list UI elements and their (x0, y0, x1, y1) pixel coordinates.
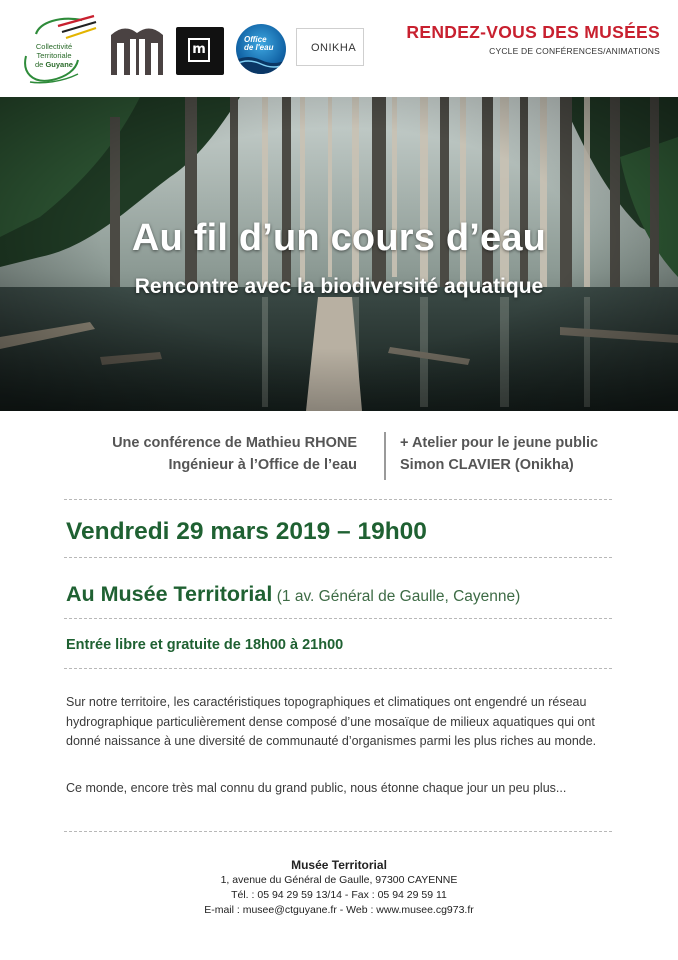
speaker-role-line: Ingénieur à l’Office de l’eau (168, 457, 357, 473)
speakers-divider (384, 432, 386, 480)
workshop-speaker (400, 432, 670, 476)
hero-subtitle: Rencontre avec la biodiversité aquatique (134, 275, 544, 298)
office-de-leau-text (244, 36, 278, 52)
event-venue (66, 582, 520, 607)
footer-contact (150, 857, 528, 918)
dashed-divider (64, 499, 612, 500)
ctg-logo-line1: Collectivité (35, 42, 73, 51)
footer-phone: Tél. : 05 94 29 59 13/14 - Fax : 05 94 29 59 11 (231, 889, 447, 901)
museum-building-logo (111, 25, 163, 75)
dashed-divider (64, 557, 612, 558)
venue-address: (1 av. Général de Gaulle, Cayenne) (276, 588, 521, 605)
dashed-divider (64, 831, 612, 832)
description-paragraph-1: Sur notre territoire, les caractéristiques topographiques et climatiques ont engendré un réseau hydrographique particulièrement dense composé d’une mosaïque de milieux aquatiques qui ont donné naissance à une diversité de communauté d’organismes parmi les plus riches au monde. (66, 695, 597, 748)
m-logo (176, 27, 224, 75)
event-date: Vendredi 29 mars 2019 – 19h00 (66, 518, 427, 545)
venue-name: Au Musée Territorial (66, 582, 273, 606)
header (0, 0, 678, 96)
ctg-logo (22, 12, 102, 86)
office-de-leau-logo (236, 24, 286, 74)
footer-address: 1, avenue du Général de Gaulle, 97300 CAYENNE (220, 874, 458, 886)
ctg-logo-line3: de (35, 60, 44, 69)
museum-building-icon (111, 25, 163, 75)
hero-forest-image (0, 97, 678, 411)
hero-title: Au fil d’un cours d’eau (131, 217, 547, 259)
conference-line: Une conférence de Mathieu RHONE (112, 435, 357, 451)
ctg-logo-text (24, 42, 84, 69)
workshop-line: + Atelier pour le jeune public (400, 435, 599, 451)
dashed-divider (64, 668, 612, 669)
m-logo-text: m (188, 38, 210, 62)
speakers-block (0, 432, 678, 482)
dashed-divider (64, 618, 612, 619)
footer-contact-links[interactable]: E-mail : musee@ctguyane.fr - Web : www.musee.cg973.fr (204, 904, 474, 916)
entry-info: Entrée libre et gratuite de 18h00 à 21h00 (66, 637, 344, 653)
ctg-logo-line4: Guyane (45, 60, 73, 69)
ctg-logo-line2: Territoriale (36, 51, 72, 60)
oe-logo-line2: de l'eau (244, 43, 274, 52)
conference-speaker (0, 432, 357, 476)
event-series-subtitle: CYCLE DE CONFÉRENCES/ANIMATIONS (489, 46, 660, 56)
description-paragraph-2: Ce monde, encore très mal connu du grand public, nous étonne chaque jour un peu plus... (66, 781, 567, 795)
onikha-logo: ONIKHA (296, 28, 364, 66)
oe-logo-line1: Office (244, 35, 267, 44)
event-series-title: RENDEZ-VOUS DES MUSÉES (406, 22, 660, 42)
workshop-host-line: Simon CLAVIER (Onikha) (400, 457, 574, 473)
footer-museum-name: Musée Territorial (291, 858, 387, 872)
